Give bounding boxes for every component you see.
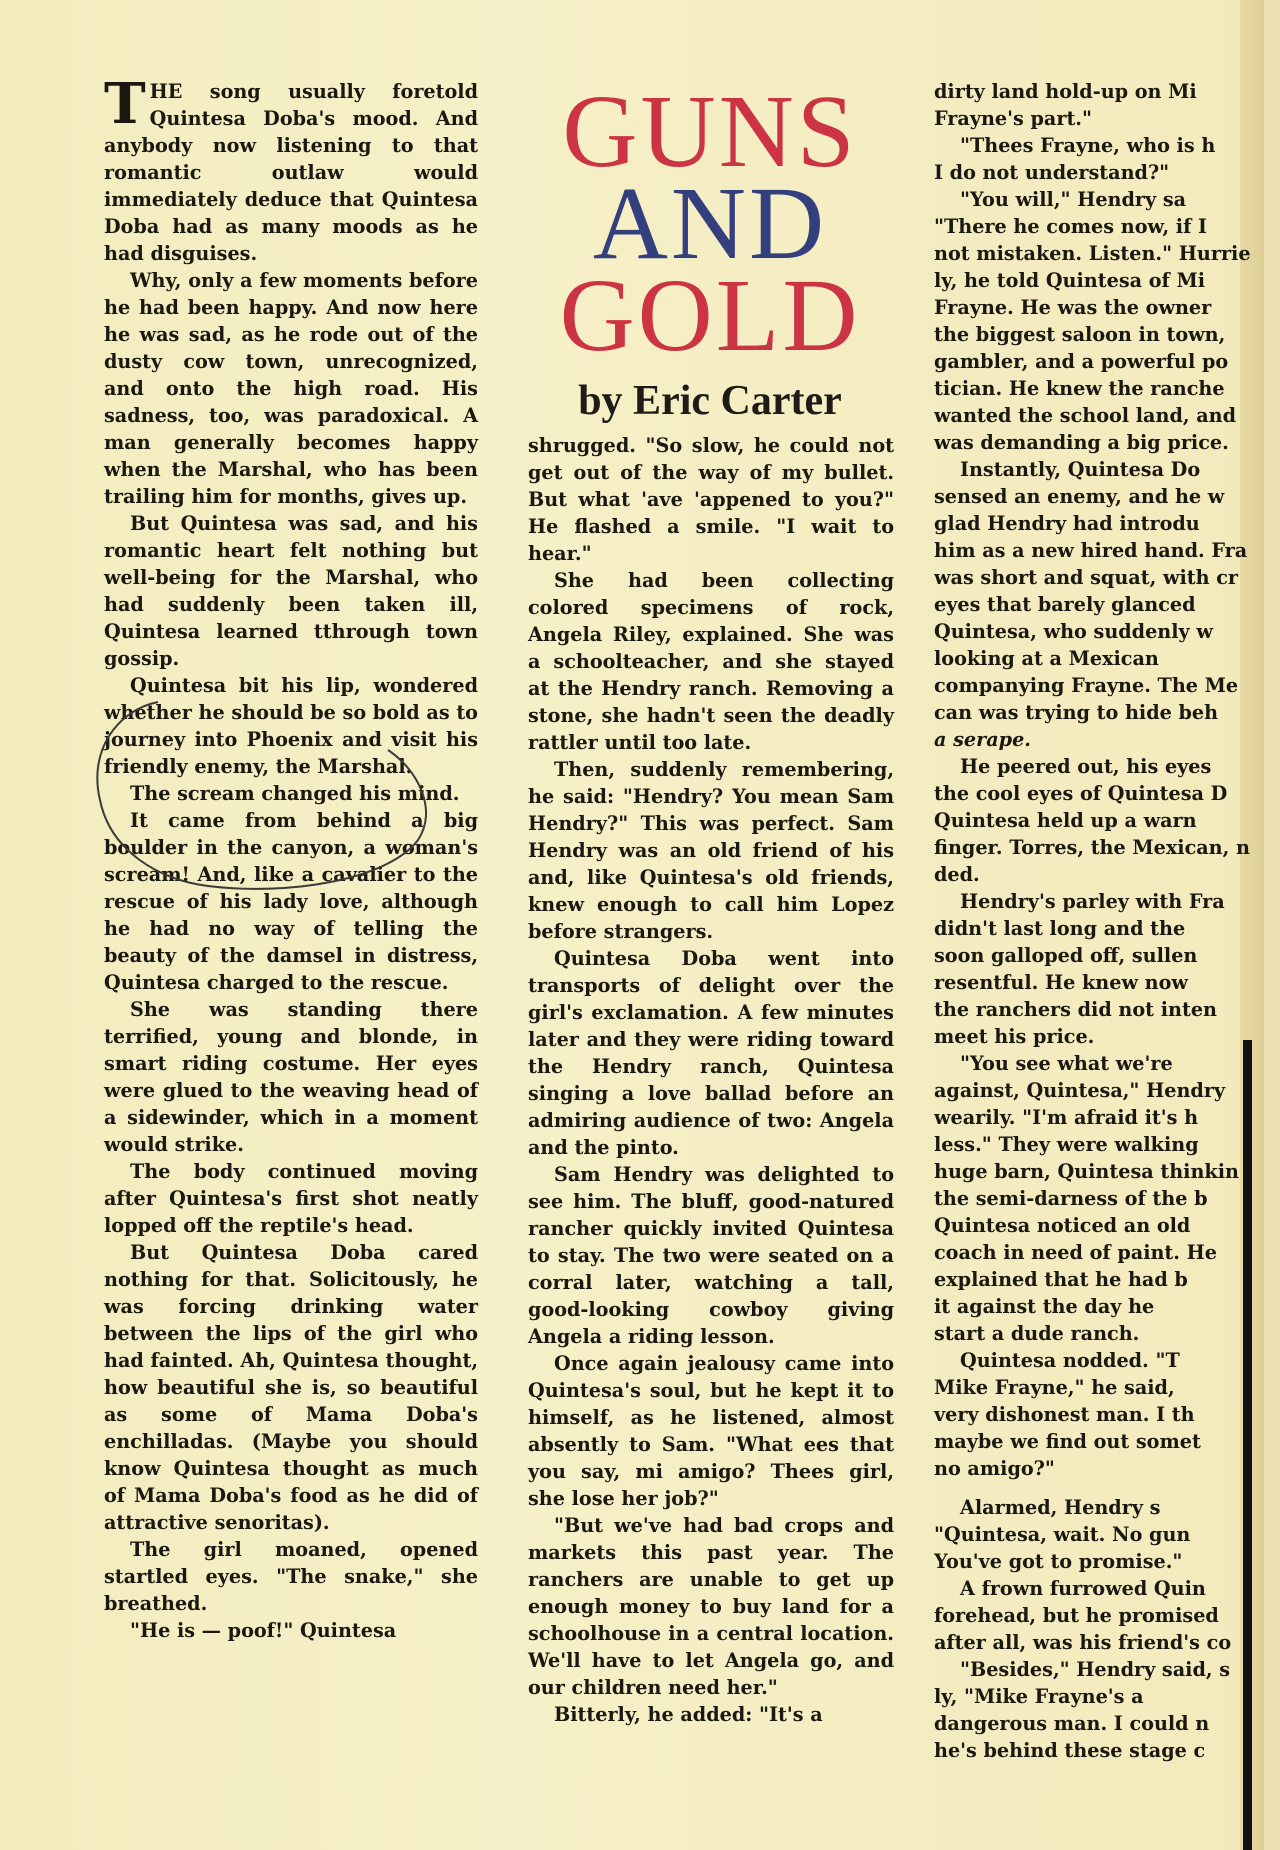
column-3 [934, 78, 1264, 1798]
text-line: start a dude ranch. [934, 1322, 1140, 1345]
text-line: A frown furrowed Quin [960, 1577, 1206, 1600]
text-line: Hendry's parley with Fra [960, 890, 1225, 913]
text-line: Quintesa, who suddenly w [934, 620, 1213, 643]
text-line: not mistaken. Listen." Hurrie [934, 242, 1251, 265]
paragraph: Then, suddenly remembering, he said: "Hendry? You mean Sam Hendry?" This was perfect. Sam Hendry was an old friend of his and, like Quintesa's old friends, knew enough to call him Lopez before strangers. [528, 758, 894, 943]
story-heading [520, 74, 900, 426]
text-line: Frayne. He was the owner [934, 296, 1212, 319]
text-line: very dishonest man. I th [934, 1403, 1195, 1426]
paragraph: But Quintesa was sad, and his romantic heart felt nothing but well-being for the Marshal, who had suddenly been taken ill, Quintesa learned tthrough town gossip. [104, 512, 478, 670]
text-line: against, Quintesa," Hendry [934, 1079, 1226, 1102]
text-line: "Besides," Hendry said, s [960, 1658, 1231, 1681]
text-line: meet his price. [934, 1025, 1095, 1048]
text-line: Mike Frayne," he said, [934, 1376, 1175, 1399]
paragraph: Bitterly, he added: "It's a [554, 1703, 823, 1726]
text-line: it against the day he [934, 1295, 1155, 1318]
text-line: the ranchers did not inten [934, 998, 1217, 1021]
text-line: looking at a Mexican [934, 647, 1159, 670]
title-line-1: GUNS [562, 74, 858, 189]
text-line: gambler, and a powerful po [934, 350, 1229, 373]
text-line: didn't last long and the [934, 917, 1186, 940]
text-line: Quintesa held up a warn [934, 809, 1197, 832]
text-line: wanted the school land, and [934, 404, 1237, 427]
paragraph: But Quintesa Doba cared nothing for that. Solicitously, he was forcing drinking water between the lips of the girl who had fainted. Ah, Quintesa thought, how beautiful she is, so beautiful as some of Mama Doba's enchilladas. (Maybe you should know Quintesa thought as much of Mama Doba's food as he did of attractive senoritas). [104, 1241, 478, 1534]
paragraph: The scream changed his mind. [130, 782, 460, 805]
text-line: soon galloped off, sullen [934, 944, 1198, 967]
text-line: was short and squat, with cr [934, 566, 1239, 589]
paragraph: Why, only a few moments before he had been happy. And now here he was sad, as he rode out of the dusty cow town, unrecognized, and onto the high road. His sadness, too, was paradoxical. A man generally becomes happy when the Marshal, who has been trailing him for months, gives up. [104, 269, 478, 508]
title-line-2: AND [592, 166, 828, 281]
text-line: no amigo?" [934, 1457, 1055, 1480]
text-line: Instantly, Quintesa Do [960, 458, 1201, 481]
text-line: "You will," Hendry sa [960, 188, 1187, 211]
text-line: he's behind these stage c [934, 1739, 1206, 1762]
paragraph: Sam Hendry was delighted to see him. The bluff, good-natured rancher quickly invited Quintesa to stay. The two were seated on a corral later, watching a tall, good-looking cowboy giving Angela a riding lesson. [528, 1163, 894, 1348]
text-line: finger. Torres, the Mexican, n [934, 836, 1250, 859]
text-line: "Quintesa, wait. No gun [934, 1523, 1191, 1546]
text-line: ly, "Mike Frayne's a [934, 1685, 1144, 1708]
text-line: ded. [934, 863, 980, 886]
text-line: He peered out, his eyes [960, 755, 1212, 778]
paragraph: Quintesa bit his lip, wondered whether he should be so bold as to journey into Phoenix and visit his friendly enemy, the Marshal. [104, 674, 478, 778]
text-line: can was trying to hide beh [934, 701, 1219, 724]
text-line: "You see what we're [960, 1052, 1173, 1075]
text-line: wearily. "I'm afraid it's h [934, 1106, 1199, 1129]
paragraph: Quintesa Doba went into transports of delight over the girl's exclamation. A few minutes later and they were riding toward the Hendry ranch, Quintesa singing a love ballad before an admiring audience of two: Angela and the pinto. [528, 947, 894, 1159]
text-line: Alarmed, Hendry s [960, 1496, 1161, 1519]
text-line: sensed an enemy, and he w [934, 485, 1225, 508]
text-line: ly, he told Quintesa of Mi [934, 269, 1205, 292]
text-line: him as a new hired hand. Fra [934, 539, 1248, 562]
text-line: huge barn, Quintesa thinkin [934, 1160, 1239, 1183]
paragraph: She was standing there terrified, young and blonde, in smart riding costume. Her eyes were glued to the weaving head of a sidewinder, which in a moment would strike. [104, 998, 478, 1156]
paragraph: She had been collecting colored specimens of rock, Angela Riley, explained. She was a schoolteacher, and she stayed at the Hendry ranch. Removing a stone, she hadn't seen the deadly rattler until too late. [528, 569, 894, 754]
text-line: Frayne's part." [934, 107, 1092, 130]
text-line: "There he comes now, if I [934, 215, 1207, 238]
text-line: eyes that barely glanced [934, 593, 1196, 616]
text-line: explained that he had b [934, 1268, 1188, 1291]
text-line: tician. He knew the ranche [934, 377, 1225, 400]
text-line: forehead, but he promised [934, 1604, 1219, 1627]
text-line: less." They were walking [934, 1133, 1199, 1156]
text-line: Quintesa nodded. "T [960, 1349, 1180, 1372]
text-line: maybe we find out somet [934, 1430, 1201, 1453]
title-line-3: GOLD [559, 258, 861, 373]
text-line: "Thees Frayne, who is h [960, 134, 1216, 157]
text-line: was demanding a big price. [934, 431, 1229, 454]
paragraph: The girl moaned, opened startled eyes. "The snake," she breathed. [104, 1538, 478, 1615]
text-line: coach in need of paint. He [934, 1241, 1217, 1264]
paragraph: The body continued moving after Quintesa's first shot neatly lopped off the reptile's head. [104, 1160, 478, 1237]
text-line: I do not understand?" [934, 161, 1170, 184]
paragraph: Once again jealousy came into Quintesa's soul, but he kept it to himself, as he listened, almost absently to Sam. "What ees that you say, mi amigo? Thees girl, she lose her job?" [528, 1352, 894, 1510]
drop-cap: T [104, 71, 146, 137]
text-line: the semi-darness of the b [934, 1187, 1208, 1210]
paragraph: "But we've had bad crops and markets this past year. The ranchers are unable to get up enough money to buy land for a schoolhouse in a central location. We'll have to let Angela go, and our children need her." [528, 1514, 894, 1699]
text-line: dirty land hold-up on Mi [934, 80, 1197, 103]
column-2 [528, 432, 894, 1728]
text-line: Quintesa noticed an old [934, 1214, 1191, 1237]
pencil-circle-mark [88, 690, 508, 910]
text-line: resentful. He knew now [934, 971, 1188, 994]
text-line: dangerous man. I could n [934, 1712, 1210, 1735]
paragraph: "He is — poof!" Quintesa [130, 1619, 397, 1642]
text-line: the biggest saloon in town, [934, 323, 1226, 346]
byline: by Eric Carter [578, 378, 842, 424]
paragraph [104, 71, 478, 267]
paragraph: shrugged. "So slow, he could not get out of the way of my bullet. But what 'ave 'appened to you?" He flashed a smile. "I wait to hear." [528, 434, 894, 565]
text-line: You've got to promise." [934, 1550, 1183, 1573]
paragraph-text: HE song usually foretold Quintesa Doba's mood. And anybody now listening to that romantic outlaw would immediately deduce that Quintesa Doba had as many moods as he had disguises. [104, 80, 478, 265]
text-line: the cool eyes of Quintesa D [934, 782, 1228, 805]
text-line: glad Hendry had introdu [934, 512, 1200, 535]
text-line: after all, was his friend's co [934, 1631, 1232, 1654]
paragraph: It came from behind a big boulder in the canyon, a woman's scream! And, like a cavalier to the rescue of his lady love, although he had no way of telling the beauty of the damsel in distress, Quintesa charged to the rescue. [104, 809, 478, 994]
text-line: companying Frayne. The Me [934, 674, 1239, 697]
text-line: a serape. [934, 728, 1031, 751]
